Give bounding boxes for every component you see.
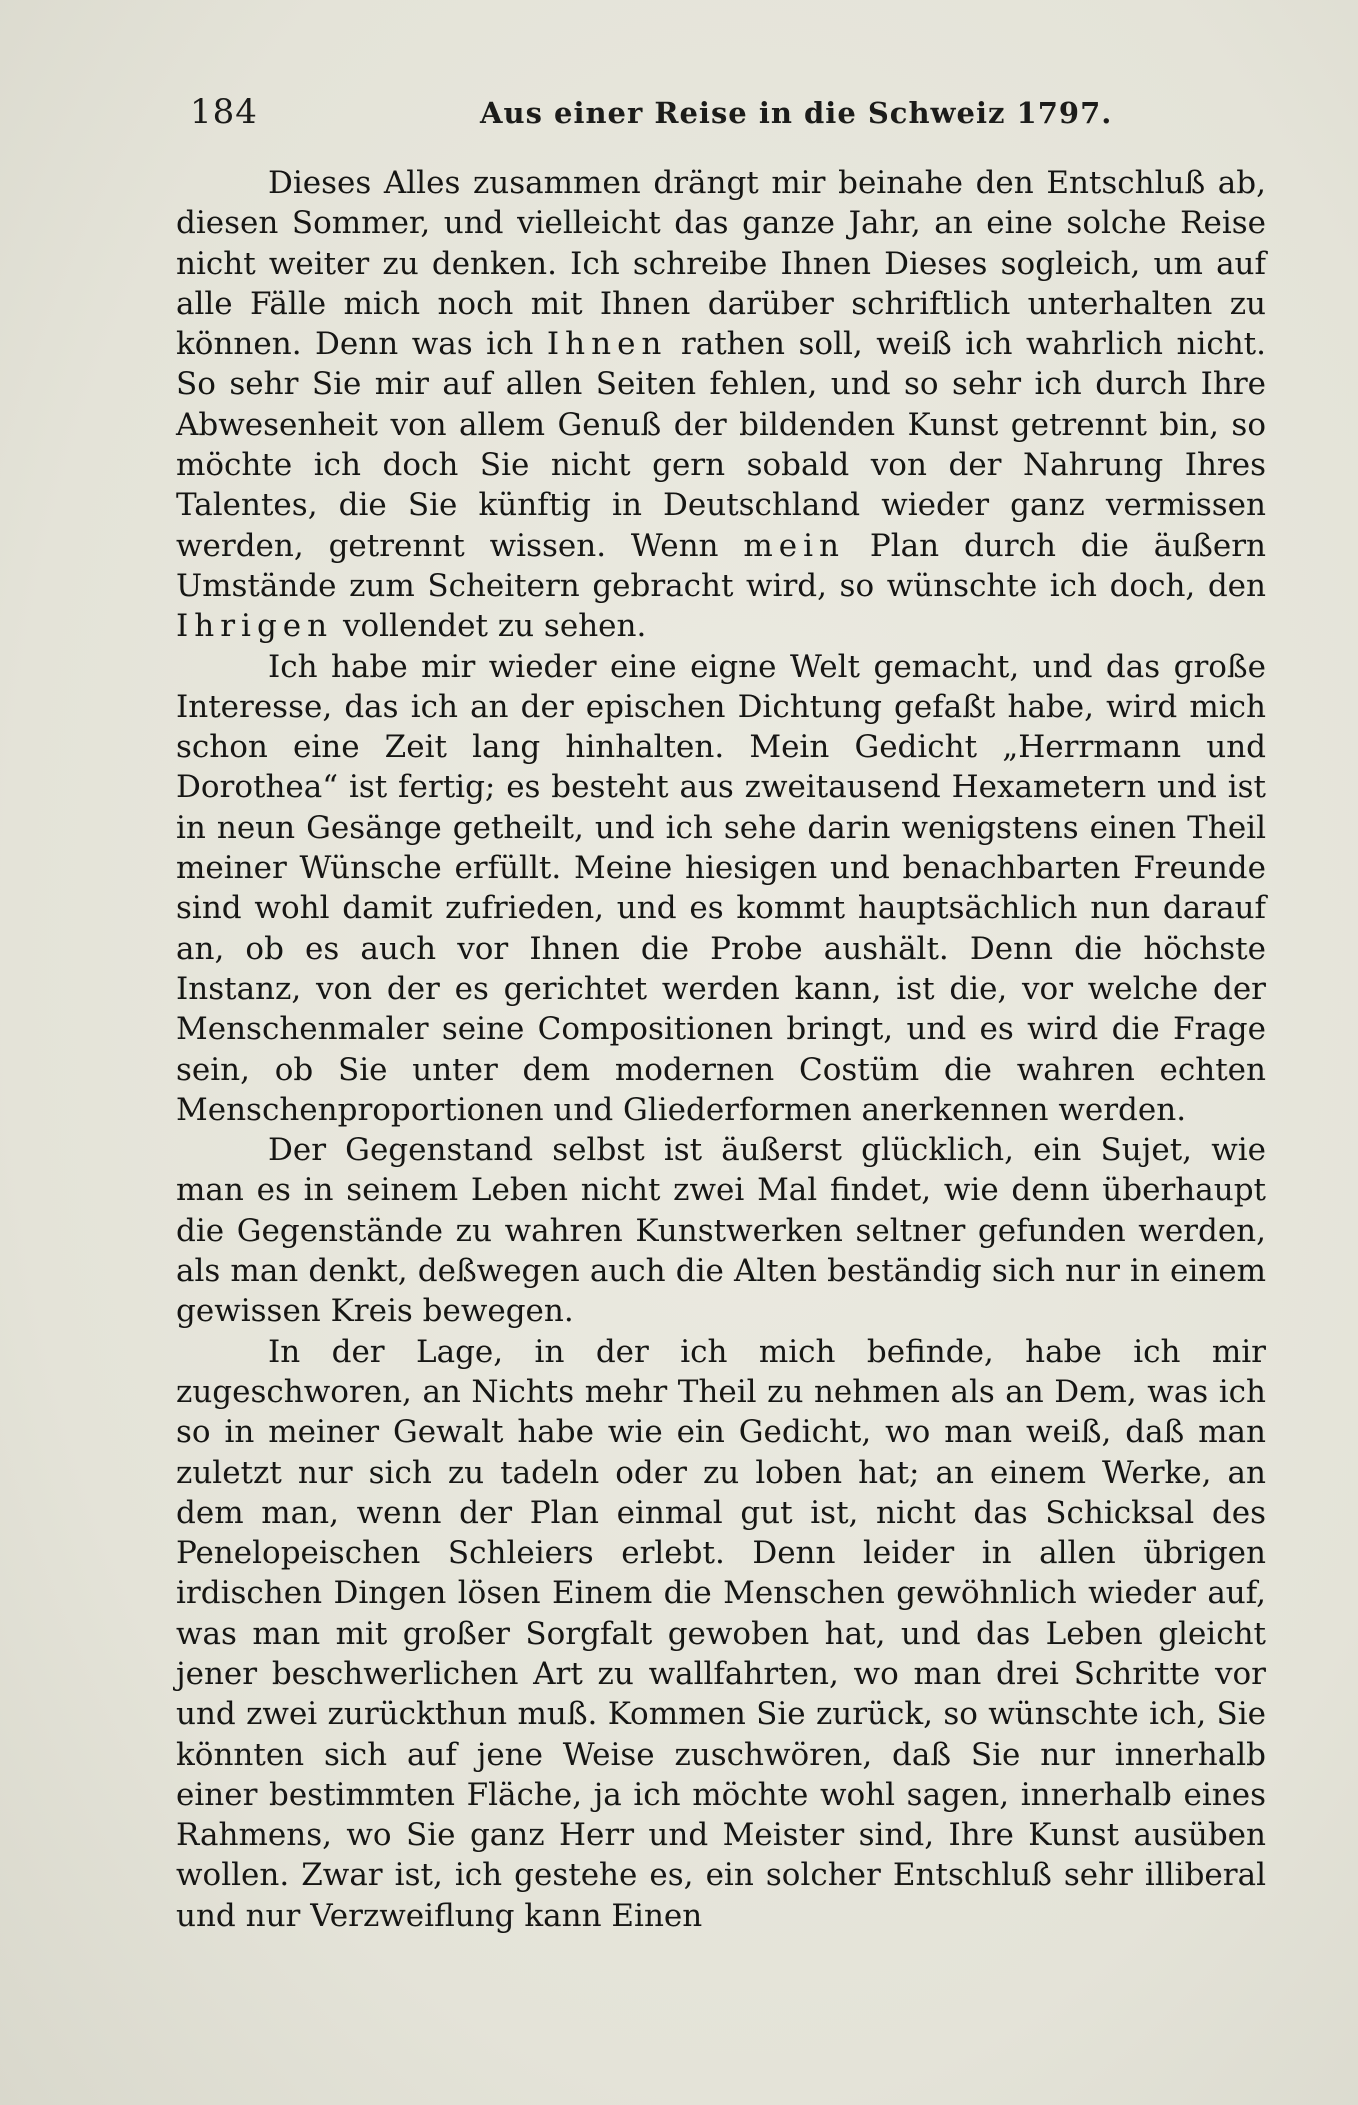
body-text xyxy=(176,163,1266,1936)
text-run: Plan durch die äußern Umstände zum Scheitern gebracht wird, so wünschte ich doch, den xyxy=(176,527,1267,604)
page-header xyxy=(190,92,1270,138)
text-run: vollendet zu sehen. xyxy=(333,608,647,645)
page-number: 184 xyxy=(190,92,258,132)
running-title: Aus einer Reise in die Schweiz 1797. xyxy=(480,96,1113,130)
text-run: Dieses Alles zusammen drängt mir beinahe den Entschluß ab, diesen Sommer, und vielleicht das ganze Jahr, an eine solche Reise nicht weiter zu denken. Ich schreibe Ihnen Dieses sogleich, um auf alle Fälle mich noch mit Ihnen darüber schriftlich unterhalten zu können. Denn was ich xyxy=(176,165,1266,363)
paragraph xyxy=(176,163,1266,647)
paragraph: Der Gegenstand selbst ist äußerst glücklich, ein Sujet, wie man es in seinem Leben nicht zwei Mal findet, wie denn überhaupt die Gegenstände zu wahren Kunstwerken seltner gefunden werden, als man denkt, deßwegen auch die Alten beständig sich nur in einem gewissen Kreis bewegen. xyxy=(176,1132,1266,1330)
emphasized-word: mein xyxy=(743,527,846,564)
emphasized-word: Ihrigen xyxy=(176,608,334,645)
text-run: rathen soll, weiß ich wahrlich nicht. So sehr Sie mir auf allen Seiten fehlen, und so sehr ich durch Ihre Abwesenheit von allem Genuß der bildenden Kunst getrennt bin, so möchte ich doch Sie nicht gern sobald von der Nahrung Ihres Talentes, die Sie künftig in Deutschland wieder ganz vermissen werden, getrennt wissen. Wenn xyxy=(176,326,1266,564)
paragraph: In der Lage, in der ich mich befinde, habe ich mir zugeschworen, an Nichts mehr Theil zu nehmen als an Dem, was ich so in meiner Gewalt habe wie ein Gedicht, wo man weiß, daß man zuletzt nur sich zu tadeln oder zu loben hat; an einem Werke, an dem man, wenn der Plan einmal gut ist, nicht das Schicksal des Penelopeischen Schleiers erlebt. Denn leider in allen übrigen irdischen Dingen lösen Einem die Menschen gewöhnlich wieder auf, was man mit großer Sorgfalt gewoben hat, und das Leben gleicht jener beschwerlichen Art zu wallfahrten, wo man drei Schritte vor und zwei zurückthun muß. Kommen Sie zurück, so wünschte ich, Sie könnten sich auf jene Weise zuschwören, daß Sie nur innerhalb einer bestimmten Fläche, ja ich möchte wohl sagen, innerhalb eines Rahmens, wo Sie ganz Herr und Meister sind, Ihre Kunst ausüben wollen. Zwar ist, ich gestehe es, ein solcher Entschluß sehr illiberal und nur Verzweiflung kann Einen xyxy=(176,1333,1266,1934)
paragraph: Ich habe mir wieder eine eigne Welt gemacht, und das große Interesse, das ich an der epischen Dichtung gefaßt habe, wird mich schon eine Zeit lang hinhalten. Mein Gedicht „Herrmann und Dorothea“ ist fertig; es besteht aus zweitausend Hexametern und ist in neun Gesänge getheilt, und ich sehe darin wenigstens einen Theil meiner Wünsche erfüllt. Meine hiesigen und benachbarten Freunde sind wohl damit zufrieden, und es kommt hauptsächlich nun darauf an, ob es auch vor Ihnen die Probe aushält. Denn die höchste Instanz, von der es gerichtet werden kann, ist die, vor welche der Menschenmaler seine Compositionen bringt, und es wird die Frage sein, ob Sie unter dem modernen Costüm die wahren echten Menschenproportionen und Gliederformen anerkennen werden. xyxy=(176,648,1266,1128)
emphasized-word: Ihnen xyxy=(546,326,668,363)
